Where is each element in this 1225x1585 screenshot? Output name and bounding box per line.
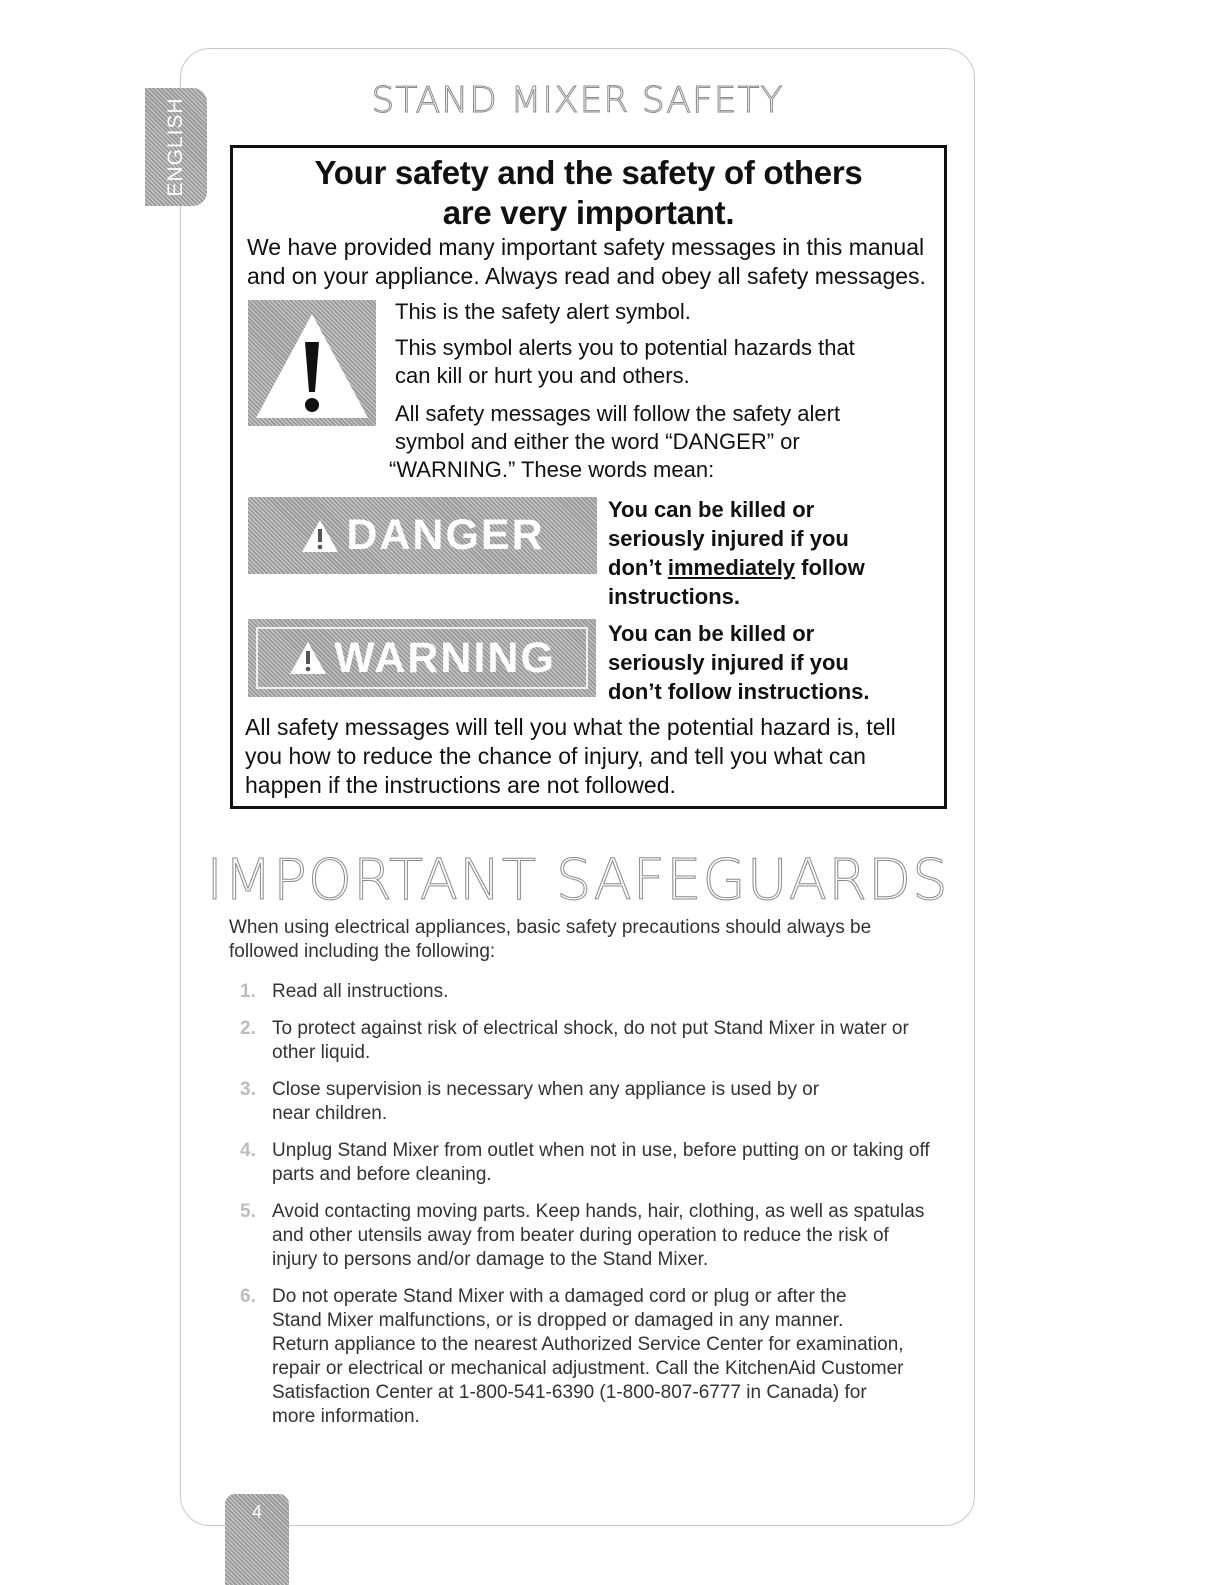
safety-intro-line1: We have provided many important safety messages in this manual (247, 234, 925, 260)
language-tab-label: ENGLISH (164, 97, 187, 197)
danger-desc-emphasis: immediately (667, 555, 796, 580)
safeguard-number: 6. (240, 1286, 256, 1307)
safeguard-item (240, 1017, 960, 1065)
safeguard-text-line: Satisfaction Center at 1-800-541-6390 (1-800-807-6777 in Canada) for (272, 1382, 867, 1403)
safeguard-number: 1. (240, 981, 256, 1002)
danger-desc-line3 (608, 553, 928, 582)
safeguard-text-line: other liquid. (272, 1042, 371, 1063)
safeguards-title: IMPORTANT SAFEGUARDS (206, 848, 949, 913)
symbol-text-2 (395, 334, 935, 390)
safeguard-text-line: Close supervision is necessary when any appliance is used by or (272, 1079, 820, 1100)
danger-desc-line3-c: follow (795, 555, 865, 580)
safeguard-text-line: Return appliance to the nearest Authorized Service Center for examination, (272, 1334, 904, 1355)
page-number: 4 (251, 1502, 262, 1522)
safeguard-text-line: Unplug Stand Mixer from outlet when not in use, before putting on or taking off (272, 1140, 930, 1161)
symbol-text-2-line1: This symbol alerts you to potential hazards that (395, 335, 855, 360)
page-number-tab (225, 1494, 289, 1585)
warning-label: WARNING (334, 633, 556, 682)
warning-desc-line3: don’t follow instructions. (608, 679, 870, 704)
safeguard-item (240, 1139, 960, 1187)
safeguard-text-line: near children. (272, 1103, 388, 1124)
safety-outro-line1: All safety messages will tell you what the potential hazard is, tell (245, 714, 896, 740)
safeguard-number: 2. (240, 1018, 256, 1039)
safeguard-text-line: Stand Mixer malfunctions, or is dropped or damaged in any manner. (272, 1310, 844, 1331)
safeguard-number: 5. (240, 1201, 256, 1222)
safeguard-text-line: Do not operate Stand Mixer with a damaged cord or plug or after the (272, 1286, 847, 1307)
safety-box (230, 145, 947, 809)
symbol-text-3-line1: All safety messages will follow the safety alert (395, 401, 841, 426)
safety-outro-line3: happen if the instructions are not followed. (245, 772, 676, 798)
symbol-text-1: This is the safety alert symbol. (395, 299, 691, 324)
danger-description (608, 495, 928, 611)
safeguard-item (240, 980, 960, 1004)
safeguard-text-line: To protect against risk of electrical shock, do not put Stand Mixer in water or (272, 1018, 909, 1039)
warning-alert-icon (288, 640, 328, 676)
safeguard-text-line: injury to persons and/or damage to the Stand Mixer. (272, 1249, 709, 1270)
safety-outro-line2: you how to reduce the chance of injury, and tell you what can (245, 743, 866, 769)
safeguard-item (240, 1285, 960, 1429)
danger-desc-line2: seriously injured if you (608, 526, 849, 551)
safeguards-intro-line1: When using electrical appliances, basic safety precautions should always be (229, 917, 872, 938)
safeguards-list (240, 980, 960, 1442)
warning-desc-line2: seriously injured if you (608, 650, 849, 675)
section-title: STAND MIXER SAFETY (371, 80, 784, 121)
safeguard-item (240, 1078, 960, 1126)
safeguard-text-line: Avoid contacting moving parts. Keep hands, hair, clothing, as well as spatulas (272, 1201, 925, 1222)
safety-intro (247, 233, 937, 291)
safeguard-number: 3. (240, 1079, 256, 1100)
warning-desc-line1: You can be killed or (608, 621, 815, 646)
warning-signal-box (248, 619, 596, 697)
safeguard-text-line: and other utensils away from beater during operation to reduce the risk of (272, 1225, 889, 1246)
symbol-text-3-line3: “WARNING.” These words mean: (389, 457, 715, 482)
safeguard-number: 4. (240, 1140, 256, 1161)
symbol-text-3 (389, 400, 935, 484)
symbol-text-2-line2: can kill or hurt you and others. (395, 363, 690, 388)
safeguard-text-line: repair or electrical or mechanical adjustment. Call the KitchenAid Customer (272, 1358, 904, 1379)
warning-description (608, 619, 928, 706)
danger-label: DANGER (346, 511, 545, 559)
safeguards-intro-line2: followed including the following: (229, 941, 496, 962)
safeguard-text-line: parts and before cleaning. (272, 1164, 492, 1185)
safety-outro (245, 713, 935, 800)
symbol-text-3-line2: symbol and either the word “DANGER” or (395, 429, 800, 454)
safeguard-text-line: Read all instructions. (272, 981, 449, 1002)
safety-headline-line2: are very important. (442, 194, 735, 231)
safeguard-text-line: more information. (272, 1406, 420, 1427)
safety-headline-line1: Your safety and the safety of others (314, 154, 863, 191)
danger-desc-line4: instructions. (608, 584, 741, 609)
safeguards-intro (229, 916, 929, 964)
danger-desc-line1: You can be killed or (608, 497, 815, 522)
safety-alert-symbol-icon (248, 300, 376, 426)
danger-desc-line3-a: don’t (608, 555, 668, 580)
danger-signal-box (248, 497, 597, 574)
danger-alert-icon (300, 518, 340, 554)
safeguard-item (240, 1200, 960, 1272)
safety-intro-line2: and on your appliance. Always read and obey all safety messages. (247, 263, 926, 289)
